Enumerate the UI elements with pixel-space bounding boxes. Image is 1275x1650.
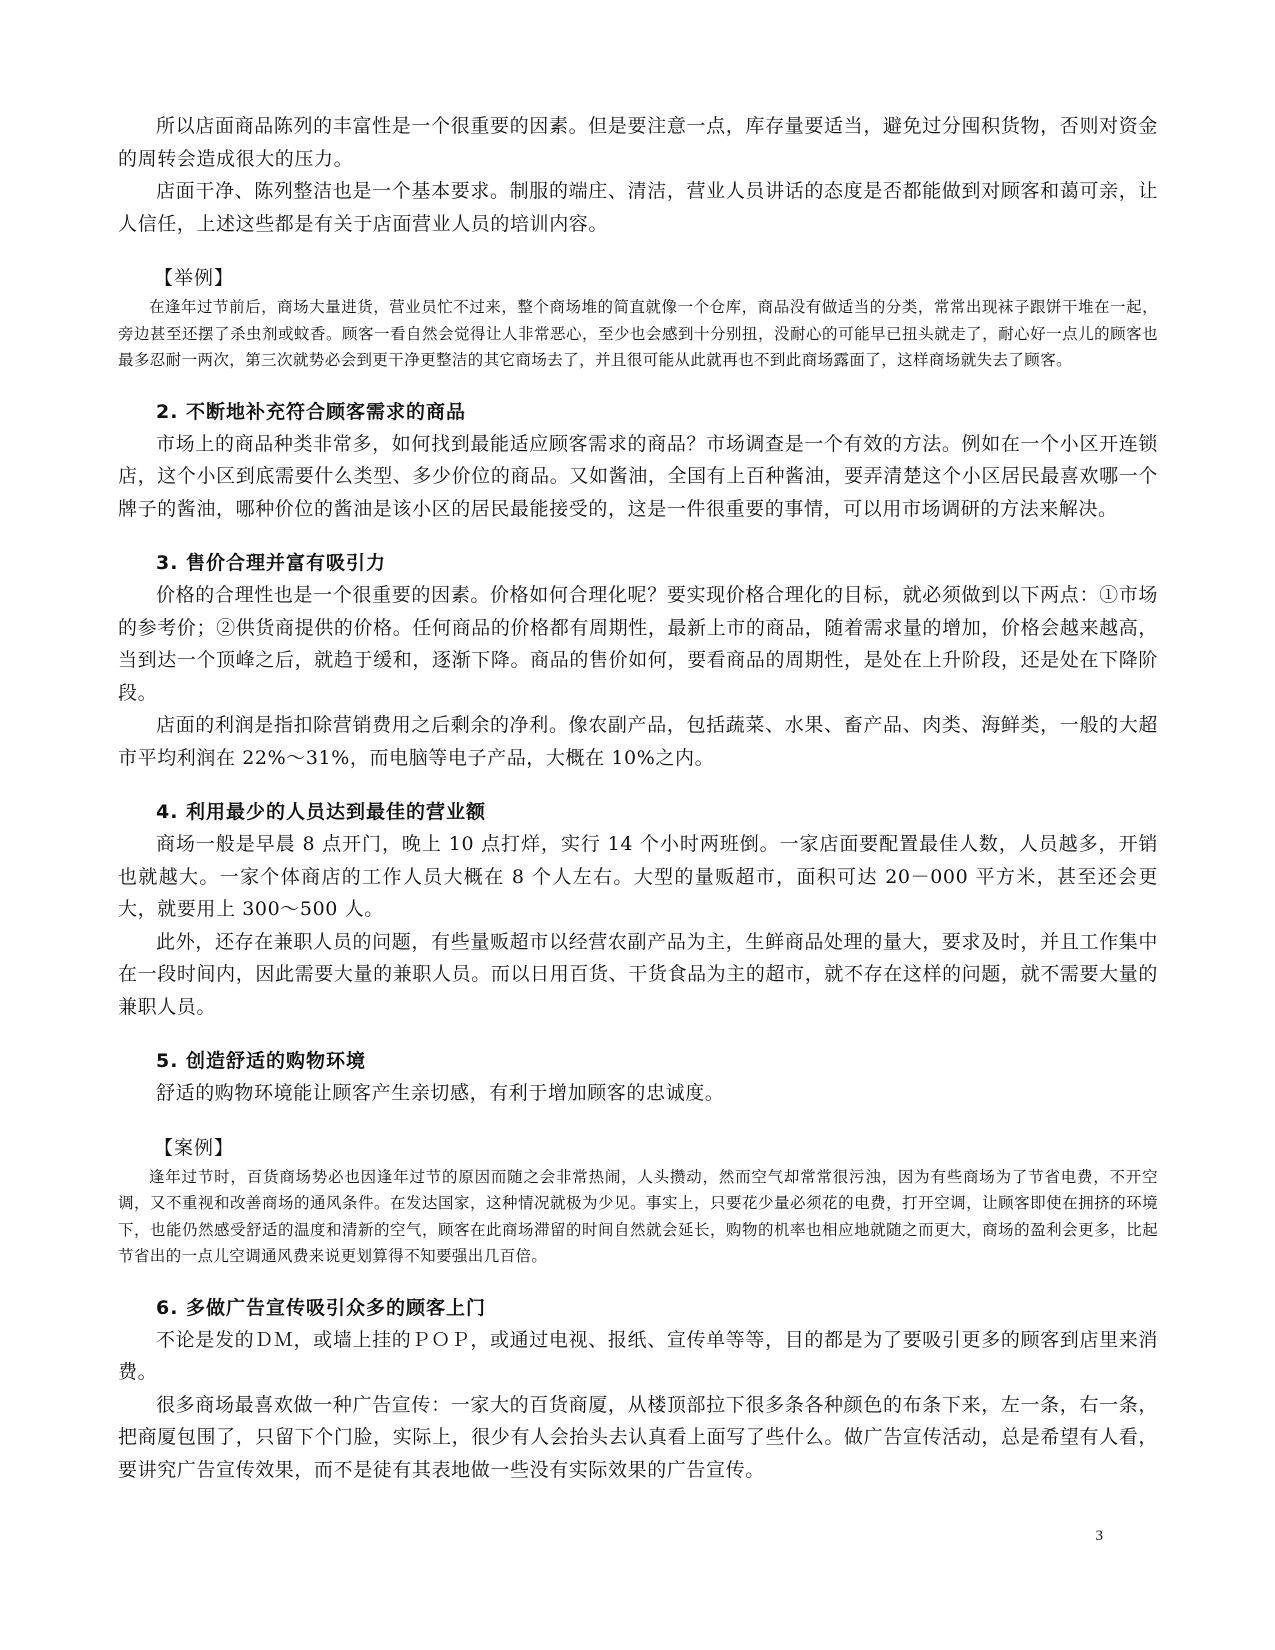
section-5-heading: 5. 创造舒适的购物环境 (156, 1050, 367, 1072)
section-2-heading: 2. 不断地补充符合顾客需求的商品 (156, 400, 467, 423)
intro-paragraph-1: 所以店面商品陈列的丰富性是一个很重要的因素。但是要注意一点，库存量要适当，避免过分囤积货物，否则对资金的周转会造成很大的压力。 (118, 115, 1158, 170)
section-6-heading: 6. 多做广告宣传吸引众多的顾客上门 (156, 1296, 487, 1319)
page-number: 3 (1095, 1528, 1103, 1544)
example-label: 【举例】 (154, 267, 235, 289)
section-3-heading: 3. 售价合理并富有吸引力 (156, 552, 387, 574)
example-text: 在逢年过节前后，商场大量进货，营业员忙不过来，整个商场堆的简直就像一个仓库，商品没有做适当的分类，常常出现袜子跟饼干堆在一起，旁边甚至还摆了杀虫剂或蚊香。顾客一看自然会觉得让人非常恶心，至少也会感到十分别扭，没耐心的可能早已扭头就走了，耐心好一点儿的顾客也最多忍耐一两次，第三次就势必会到更干净更整洁的其它商场去了，并且很可能从此就再也不到此商场露面了，这样商场就失去了顾客。 (118, 298, 1158, 369)
section-4-paragraph-2: 此外，还存在兼职人员的问题，有些量贩超市以经营农副产品为主，生鲜商品处理的量大，要求及时，并且工作集中在一段时间内，因此需要大量的兼职人员。而以日用百货、干货食品为主的超市，就不存在这样的问题，就不需要大量的兼职人员。 (118, 930, 1158, 1018)
section-3-paragraph-1: 价格的合理性也是一个很重要的因素。价格如何合理化呢？要实现价格合理化的目标，就必须做到以下两点：①市场的参考价；②供货商提供的价格。任何商品的价格都有周期性，最新上市的商品，随着需求量的增加，价格会越来越高，当到达一个顶峰之后，就趋于缓和，逐渐下降。商品的售价如何，要看商品的周期性，是处在上升阶段，还是处在下降阶段。 (118, 584, 1158, 704)
document-page (118, 110, 1158, 1486)
section-6-paragraph-2: 很多商场最喜欢做一种广告宣传：一家大的百货商厦，从楼顶部拉下很多条各种颜色的布条下来，左一条，右一条，把商厦包围了，只留下个门脸，实际上，很少有人会抬头去认真看上面写了些什么。做广告宣传活动，总是希望有人看，要讲究广告宣传效果，而不是徒有其表地做一些没有实际效果的广告宣传。 (118, 1393, 1158, 1481)
section-2-paragraph: 市场上的商品种类非常多，如何找到最能适应顾客需求的商品？市场调查是一个有效的方法。例如在一个小区开连锁店，这个小区到底需要什么类型、多少价位的商品。又如酱油，全国有上百种酱油，要弄清楚这个小区居民最喜欢哪一个牌子的酱油，哪种价位的酱油是该小区的居民最能接受的，这是一件很重要的事情，可以用市场调研的方法来解决。 (118, 432, 1158, 520)
section-5-paragraph: 舒适的购物环境能让顾客产生亲切感，有利于增加顾客的忠诚度。 (156, 1082, 725, 1104)
intro-paragraph-2: 店面干净、陈列整洁也是一个基本要求。制服的端庄、清洁，营业人员讲话的态度是否都能做到对顾客和蔼可亲，让人信任，上述这些都是有关于店面营业人员的培训内容。 (118, 180, 1158, 235)
section-6-paragraph-1: 不论是发的ＤＭ，或墙上挂的ＰＯＰ，或通过电视、报纸、宣传单等等，目的都是为了要吸引更多的顾客到店里来消费。 (118, 1328, 1158, 1383)
section-3-paragraph-2: 店面的利润是指扣除营销费用之后剩余的净利。像农副产品，包括蔬菜、水果、畜产品、肉类、海鲜类，一般的大超市平均利润在 22%～31%，而电脑等电子产品，大概在 10%之内。 (118, 714, 1158, 769)
section-4-paragraph-1: 商场一般是早晨 8 点开门，晚上 10 点打烊，实行 14 个小时两班倒。一家店面要配置最佳人数，人员越多，开销也就越大。一家个体商店的工作人员大概在 8 个人左右。大型的量贩超市，面积可达 20－000 平方米，甚至还会更大，就要用上 300～500 人。 (118, 833, 1158, 920)
case-text: 逢年过节时，百货商场势必也因逢年过节的原因而随之会非常热闹，人头攒动，然而空气却常常很污浊，因为有些商场为了节省电费，不开空调，又不重视和改善商场的通风条件。在发达国家，这种情况就极为少见。事实上，只要花少量必须花的电费，打开空调，让顾客即使在拥挤的环境下，也能仍然感受舒适的温度和清新的空气，顾客在此商场滞留的时间自然就会延长，购物的机率也相应地就随之而更大，商场的盈利会更多，比起节省出的一点儿空调通风费来说更划算得不知要强出几百倍。 (118, 1167, 1158, 1265)
case-label: 【案例】 (154, 1136, 235, 1159)
section-4-heading: 4. 利用最少的人员达到最佳的营业额 (156, 801, 487, 823)
